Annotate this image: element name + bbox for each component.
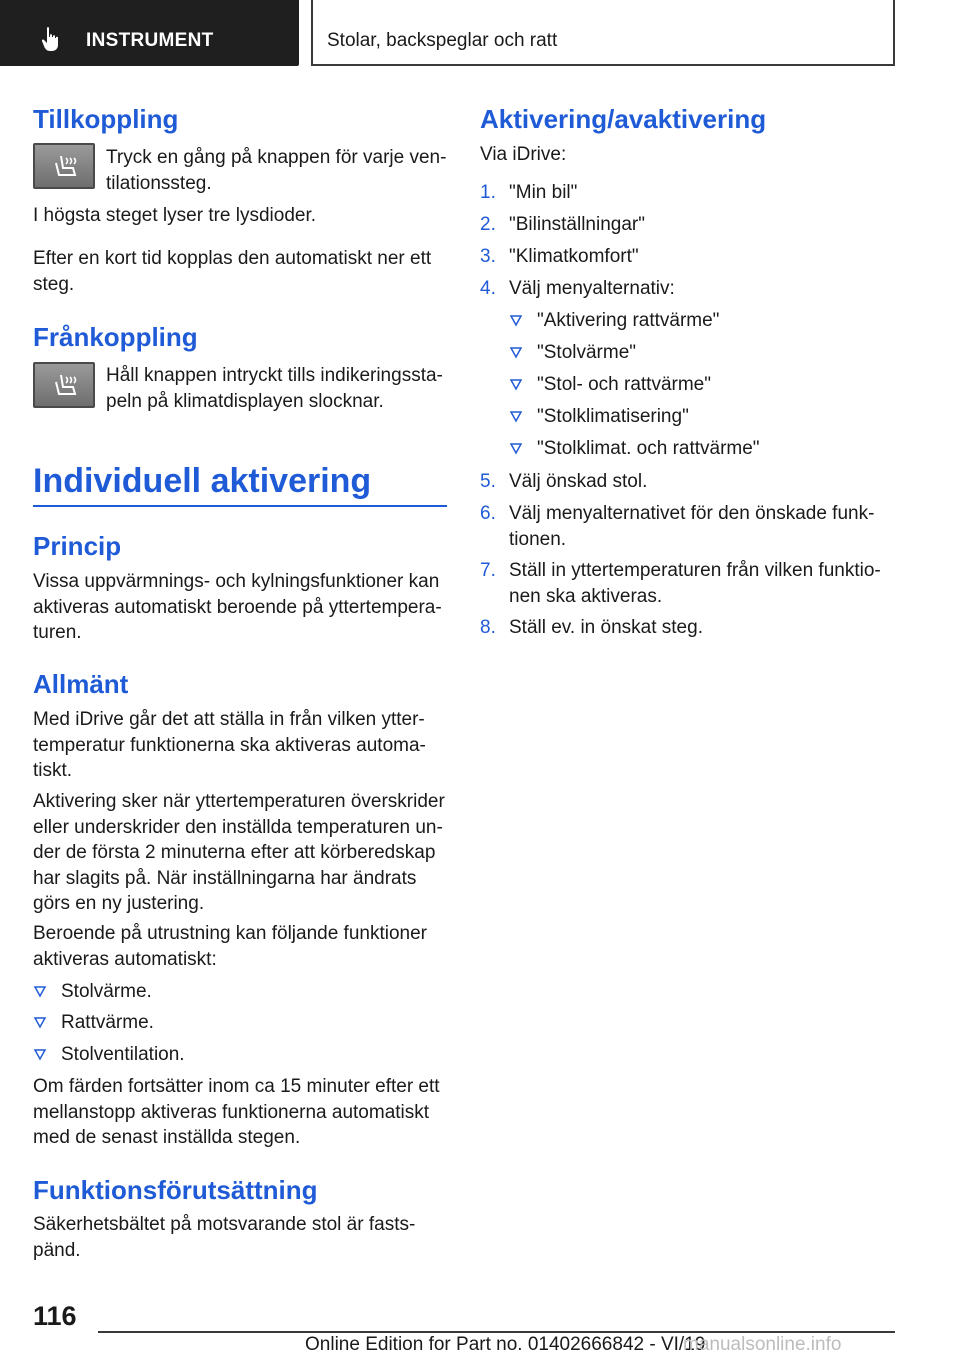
triangle-bullet-icon — [509, 436, 523, 461]
section-tab — [0, 0, 299, 66]
text-line: Ställ in yttertemperaturen från vilken funktio- — [509, 560, 881, 581]
allmant-paragraph-1 — [33, 707, 447, 784]
text-line: görs en ny justering. — [33, 893, 205, 914]
text-line: mellanstopp aktiveras funktionerna automatiskt — [33, 1101, 430, 1123]
step-text: Ställ ev. in önskat steg. — [509, 617, 703, 638]
list-item-text: Stolventilation. — [61, 1044, 185, 1065]
text-line: Med iDrive går det att ställa in från vilken ytter- — [33, 709, 425, 730]
text-line: har slagits på. När inställningarna har ändrats — [33, 867, 417, 889]
text-line: Håll knappen intryckt tills indikeringssta- — [106, 365, 443, 386]
text-line: pänd. — [33, 1239, 81, 1261]
chapter-tab-label: Stolar, backspeglar och ratt — [327, 30, 558, 51]
text-line: peln på klimatdisplayen slocknar. — [106, 390, 384, 412]
seat-ventilation-icon — [53, 372, 79, 400]
text-line: tionen. — [509, 528, 567, 550]
list-item-text: "Stolklimat. och rattvärme" — [537, 438, 760, 459]
allmant-paragraph-3 — [33, 921, 447, 972]
text-line: Tryck en gång på knappen för varje ven- — [106, 147, 447, 168]
text-line: Beroende på utrustning kan följande funktioner — [33, 923, 427, 944]
heading-aktivering-avaktivering: Aktivering/avaktivering — [480, 104, 767, 134]
section-tab-label: INSTRUMENT — [86, 30, 214, 51]
edition-text: Online Edition for Part no. 01402666842 - VI/19 — [305, 1334, 706, 1355]
text-line: tiskt. — [33, 760, 73, 781]
section-divider — [33, 505, 447, 507]
list-item-text: "Aktivering rattvärme" — [537, 310, 720, 331]
watermark-text: manualsonline.info — [683, 1334, 842, 1355]
text-line: eller underskrider den inställda temperaturen un- — [33, 816, 443, 838]
step-number: 2. — [480, 214, 496, 235]
step-text — [509, 558, 889, 609]
heading-princip: Princip — [33, 531, 122, 561]
step-number: 3. — [480, 246, 496, 267]
frankoppling-instruction — [106, 363, 451, 414]
triangle-bullet-icon — [509, 404, 523, 429]
text-line: Välj menyalternativet för den önskade funk- — [509, 503, 875, 524]
page-header — [0, 0, 960, 66]
triangle-bullet-icon — [33, 1010, 47, 1035]
step-text: Välj önskad stol. — [509, 471, 648, 492]
forutsattning-paragraph — [33, 1212, 447, 1263]
page-number: 116 — [33, 1301, 77, 1331]
triangle-bullet-icon — [33, 1042, 47, 1067]
chapter-tab — [311, 0, 895, 66]
tillkoppling-instruction — [106, 145, 451, 196]
text-line: der de första 2 minuterna efter att körberedskap — [33, 842, 436, 863]
tillkoppling-paragraph-2 — [33, 246, 447, 297]
triangle-bullet-icon — [33, 979, 47, 1004]
text-line: temperatur funktionerna ska aktiveras automa- — [33, 734, 426, 756]
footer-divider — [98, 1331, 895, 1333]
text-line: aktiveras automatiskt: — [33, 948, 217, 970]
text-line: med de senast inställda stegen. — [33, 1127, 301, 1148]
triangle-bullet-icon — [509, 372, 523, 397]
text-line: turen. — [33, 622, 82, 643]
heading-funktionsforutsattning: Funktionsförutsättning — [33, 1175, 318, 1205]
text-line: aktiveras automatiskt beroende på yttertempera- — [33, 596, 442, 618]
pointing-hand-icon — [40, 26, 64, 52]
allmant-paragraph-2 — [33, 789, 447, 917]
step-number: 7. — [480, 560, 496, 581]
step-text: "Klimatkomfort" — [509, 246, 639, 267]
heading-tillkoppling: Tillkoppling — [33, 104, 179, 134]
step-number: 8. — [480, 617, 496, 638]
text-line: tilationssteg. — [106, 172, 212, 194]
heading-individuell-aktivering: Individuell aktivering — [33, 462, 372, 500]
step-number: 4. — [480, 278, 496, 299]
list-item-text: Stolvärme. — [61, 981, 152, 1002]
heading-allmant: Allmänt — [33, 669, 129, 699]
text-line: Aktivering sker när yttertemperaturen överskrider — [33, 791, 445, 812]
text-line: Om färden fortsätter inom ca 15 minuter efter ett — [33, 1076, 440, 1097]
idrive-intro: Via iDrive: — [480, 144, 567, 165]
text-line: Säkerhetsbältet på motsvarande stol är fasts- — [33, 1214, 416, 1235]
text-line: Efter en kort tid kopplas den automatiskt ner ett — [33, 248, 432, 269]
text-line: steg. — [33, 273, 75, 295]
list-item-text: "Stolvärme" — [537, 342, 637, 363]
princip-paragraph — [33, 569, 447, 646]
seat-ventilation-button-image — [33, 362, 95, 408]
step-text: "Min bil" — [509, 182, 578, 203]
step-text: "Bilinställningar" — [509, 214, 645, 235]
triangle-bullet-icon — [509, 340, 523, 365]
seat-ventilation-icon — [53, 153, 79, 181]
step-text: Välj menyalternativ: — [509, 278, 675, 299]
text-line: Vissa uppvärmnings- och kylningsfunktioner kan — [33, 571, 440, 592]
list-item-text: Rattvärme. — [61, 1012, 154, 1033]
list-item-text: "Stolklimatisering" — [537, 406, 689, 427]
step-number: 5. — [480, 471, 496, 492]
heading-frankoppling: Frånkoppling — [33, 322, 198, 352]
list-item-text: "Stol- och rattvärme" — [537, 374, 711, 395]
allmant-paragraph-4 — [33, 1074, 447, 1151]
text-line: nen ska aktiveras. — [509, 585, 663, 607]
seat-ventilation-button-image — [33, 143, 95, 189]
step-number: 1. — [480, 182, 496, 203]
triangle-bullet-icon — [509, 308, 523, 333]
tillkoppling-paragraph-1: I högsta steget lyser tre lysdioder. — [33, 205, 317, 226]
step-text — [509, 501, 889, 552]
step-number: 6. — [480, 503, 496, 524]
